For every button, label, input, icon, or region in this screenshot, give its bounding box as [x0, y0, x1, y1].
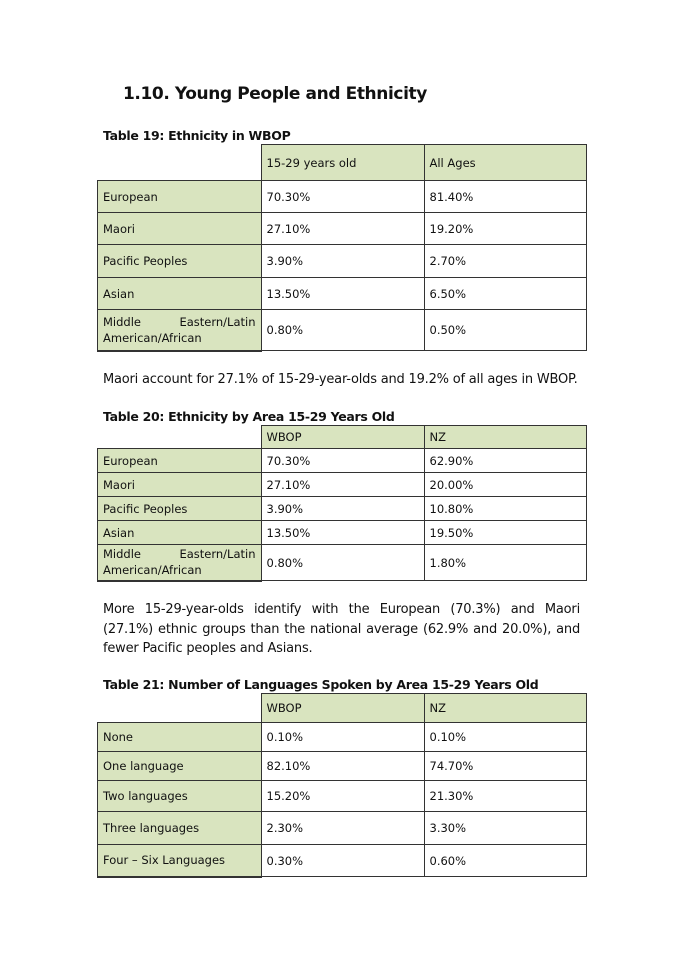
table-row	[98, 545, 587, 581]
table-cell: 81.40%	[424, 181, 587, 213]
table-row	[98, 278, 587, 310]
row-label	[98, 545, 262, 581]
table-corner-cell	[98, 694, 262, 723]
table21	[97, 693, 587, 878]
table-cell: 0.10%	[424, 723, 587, 752]
table-row	[98, 245, 587, 278]
table-cell: 20.00%	[424, 473, 587, 497]
table-cell: 2.70%	[424, 245, 587, 278]
row-label: European	[98, 449, 262, 473]
table-row	[98, 181, 587, 213]
row-label-line	[103, 546, 256, 562]
table-cell: 10.80%	[424, 497, 587, 521]
table-cell: 3.30%	[424, 812, 587, 845]
table-cell: 19.50%	[424, 521, 587, 545]
section-heading: 1.10. Young People and Ethnicity	[123, 84, 427, 104]
row-label-line	[103, 314, 256, 330]
row-label: European	[98, 181, 262, 213]
table-cell: 13.50%	[261, 278, 424, 310]
row-label-word: Eastern/Latin	[179, 314, 256, 329]
table-cell: 27.10%	[261, 213, 424, 245]
row-label-line: American/African	[103, 330, 202, 345]
row-label: Three languages	[98, 812, 262, 845]
table20	[97, 425, 587, 582]
column-header: NZ	[424, 694, 587, 723]
table-row	[98, 845, 587, 877]
column-header: WBOP	[261, 426, 424, 449]
table-row	[98, 781, 587, 812]
column-header: 15-29 years old	[261, 145, 424, 181]
table-cell: 82.10%	[261, 752, 424, 781]
table-header-row	[98, 426, 587, 449]
table-cell: 1.80%	[424, 545, 587, 581]
paragraph: More 15-29-year-olds identify with the European (70.3%) and Maori (27.1%) ethnic groups than the national average (62.9% and 20.0%), and fewer Pacific peoples and Asians.	[103, 602, 580, 656]
table-row	[98, 812, 587, 845]
column-header: NZ	[424, 426, 587, 449]
row-label: None	[98, 723, 262, 752]
table21-caption: Table 21: Number of Languages Spoken by Area 15-29 Years Old	[103, 677, 539, 692]
table-cell: 70.30%	[261, 181, 424, 213]
table-cell: 15.20%	[261, 781, 424, 812]
row-label: Two languages	[98, 781, 262, 812]
table-cell: 0.30%	[261, 845, 424, 877]
table-row	[98, 449, 587, 473]
table-cell: 0.60%	[424, 845, 587, 877]
table-cell: 3.90%	[261, 245, 424, 278]
row-label-word: Eastern/Latin	[179, 547, 256, 562]
table-corner-cell	[98, 145, 262, 181]
table-cell: 13.50%	[261, 521, 424, 545]
table-row	[98, 473, 587, 497]
table-cell: 0.10%	[261, 723, 424, 752]
table-cell: 3.90%	[261, 497, 424, 521]
row-label-line: American/African	[103, 563, 202, 578]
table-cell: 6.50%	[424, 278, 587, 310]
table-corner-cell	[98, 426, 262, 449]
table-row	[98, 752, 587, 781]
table-cell: 27.10%	[261, 473, 424, 497]
paragraph: Maori account for 27.1% of 15-29-year-olds and 19.2% of all ages in WBOP.	[103, 372, 578, 387]
column-header: WBOP	[261, 694, 424, 723]
row-label: Pacific Peoples	[98, 245, 262, 278]
table19	[97, 144, 587, 352]
table-row	[98, 723, 587, 752]
table-cell: 62.90%	[424, 449, 587, 473]
table-cell: 19.20%	[424, 213, 587, 245]
table-cell: 21.30%	[424, 781, 587, 812]
table-cell: 74.70%	[424, 752, 587, 781]
row-label	[98, 310, 262, 351]
row-label: Four – Six Languages	[98, 845, 262, 877]
row-label: Asian	[98, 521, 262, 545]
table-cell: 2.30%	[261, 812, 424, 845]
table-cell: 0.50%	[424, 310, 587, 351]
table19-caption: Table 19: Ethnicity in WBOP	[103, 128, 291, 143]
row-label: One language	[98, 752, 262, 781]
column-header: All Ages	[424, 145, 587, 181]
table-row	[98, 497, 587, 521]
table-row	[98, 213, 587, 245]
table-row	[98, 310, 587, 351]
row-label-word: Middle	[103, 314, 141, 329]
table-cell: 0.80%	[261, 310, 424, 351]
row-label: Asian	[98, 278, 262, 310]
table20-caption: Table 20: Ethnicity by Area 15-29 Years Old	[103, 409, 395, 424]
table-cell: 70.30%	[261, 449, 424, 473]
table-header-row	[98, 694, 587, 723]
table-cell: 0.80%	[261, 545, 424, 581]
table-header-row	[98, 145, 587, 181]
row-label: Maori	[98, 213, 262, 245]
row-label-word: Middle	[103, 547, 141, 562]
row-label: Pacific Peoples	[98, 497, 262, 521]
row-label: Maori	[98, 473, 262, 497]
table-row	[98, 521, 587, 545]
